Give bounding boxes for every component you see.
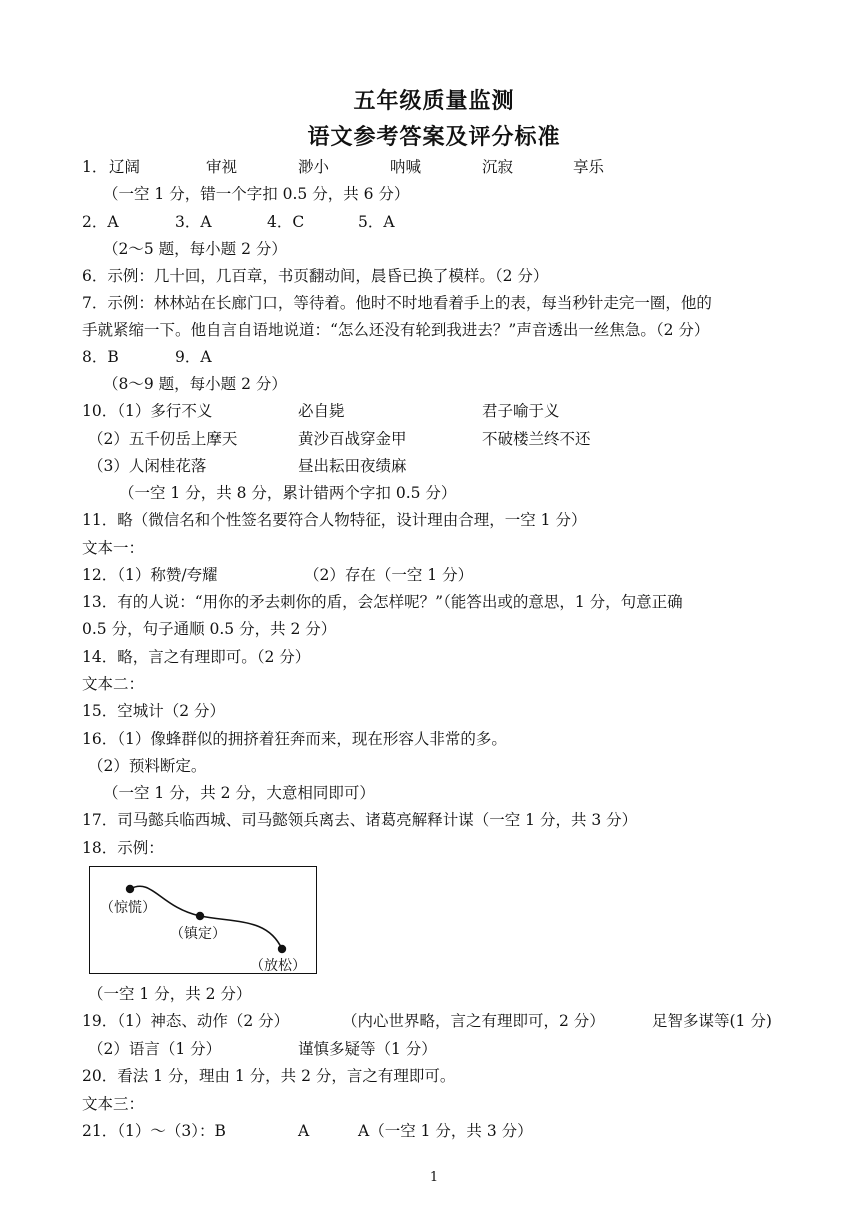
diagram-label-relaxed: （放松） bbox=[250, 958, 306, 974]
q12-part2: （2）存在（一空 1 分） bbox=[304, 566, 474, 584]
q21-part3: A（一空 1 分，共 3 分） bbox=[358, 1122, 533, 1140]
q10-row1-col1: 10．（1）多行不义 bbox=[82, 402, 213, 420]
q19-row2-col1: （2）语言（1 分） bbox=[88, 1040, 222, 1058]
q1-word: 辽阔 bbox=[109, 158, 141, 176]
q5-answer: 5．A bbox=[358, 213, 395, 231]
q19-row1-col3: 足智多谋等(1 分) bbox=[652, 1012, 772, 1030]
section-text2-heading: 文本二： bbox=[82, 675, 145, 693]
q16-answer-line1: 16．（1）像蜂群似的拥挤着狂奔而来，现在形容人非常的多。 bbox=[82, 730, 507, 748]
q3-answer: 3．A bbox=[175, 213, 212, 231]
diagram-label-panic: （惊慌） bbox=[100, 900, 156, 916]
q2-answer: 2．A bbox=[82, 213, 119, 231]
q8-answer: 8．B bbox=[82, 348, 119, 366]
q11-answer: 11．略（微信名和个性签名要符合人物特征，设计理由合理，一空 1 分） bbox=[82, 511, 587, 529]
diagram-label-calm: （镇定） bbox=[170, 926, 226, 942]
q1-word: 享乐 bbox=[573, 158, 605, 176]
section-text3-heading: 文本三： bbox=[82, 1095, 145, 1113]
q6-answer: 6．示例：几十回，几百章，书页翻动间，晨昏已换了模样。（2 分） bbox=[82, 267, 549, 285]
document-title: 五年级质量监测 bbox=[353, 89, 515, 114]
q20-answer: 20．看法 1 分，理由 1 分，共 2 分，言之有理即可。 bbox=[82, 1067, 456, 1085]
q10-row3-col2: 昼出耘田夜绩麻 bbox=[298, 457, 407, 475]
q1-word: 审视 bbox=[206, 158, 238, 176]
q1-scoring-note: （一空 1 分，错一个字扣 0.5 分，共 6 分） bbox=[103, 185, 410, 203]
q18-scoring-note: （一空 1 分，共 2 分） bbox=[88, 985, 252, 1003]
q10-row2-col1: （2）五千仞岳上摩天 bbox=[88, 430, 238, 448]
section-text1-heading: 文本一： bbox=[82, 539, 145, 557]
q12-part1: 12．（1）称赞/夸耀 bbox=[82, 566, 218, 584]
q14-answer: 14．略，言之有理即可。（2 分） bbox=[82, 648, 311, 666]
emotion-curve-diagram bbox=[89, 866, 317, 974]
q8-9-scoring-note: （8～9 题，每小题 2 分） bbox=[103, 375, 287, 393]
q10-row1-col2: 必自毙 bbox=[298, 402, 345, 420]
q16-scoring-note: （一空 1 分，共 2 分，大意相同即可） bbox=[103, 784, 375, 802]
q17-answer: 17．司马懿兵临西城、司马懿领兵离去、诸葛亮解释计谋（一空 1 分，共 3 分） bbox=[82, 811, 638, 829]
curve-point bbox=[126, 885, 134, 893]
q19-row1-col1: 19．（1）神态、动作（2 分） bbox=[82, 1012, 290, 1030]
q13-answer-line1: 13．有的人说：“用你的矛去刺你的盾，会怎样呢？”（能答出或的意思，1 分，句意正确 bbox=[82, 593, 683, 611]
q1-number: 1． bbox=[82, 158, 108, 176]
q19-row2-col2: 谨慎多疑等（1 分） bbox=[298, 1040, 437, 1058]
curve-point bbox=[278, 945, 286, 953]
q10-row2-col3: 不破楼兰终不还 bbox=[482, 430, 591, 448]
q10-scoring-note: （一空 1 分，共 8 分，累计错两个字扣 0.5 分） bbox=[119, 484, 457, 502]
q10-row3-col1: （3）人闲桂花落 bbox=[88, 457, 207, 475]
q18-answer: 18．示例： bbox=[82, 839, 164, 857]
q4-answer: 4．C bbox=[267, 213, 305, 231]
q21-part1: 21．（1）～（3）：B bbox=[82, 1122, 226, 1140]
q1-word: 呐喊 bbox=[390, 158, 422, 176]
q9-answer: 9．A bbox=[175, 348, 212, 366]
q10-row1-col3: 君子喻于义 bbox=[482, 402, 560, 420]
q19-row1-col2: （内心世界略，言之有理即可，2 分） bbox=[342, 1012, 605, 1030]
q13-answer-line2: 0.5 分，句子通顺 0.5 分，共 2 分） bbox=[82, 620, 337, 638]
q2-5-scoring-note: （2～5 题，每小题 2 分） bbox=[103, 240, 287, 258]
q15-answer: 15．空城计（2 分） bbox=[82, 702, 226, 720]
q16-answer-line2: （2）预料断定。 bbox=[88, 757, 207, 775]
q7-answer-line2: 手就紧缩一下。他自言自语地说道：“怎么还没有轮到我进去？”声音透出一丝焦急。（2 分） bbox=[82, 321, 710, 339]
q21-part2: A bbox=[298, 1122, 310, 1140]
q7-answer-line1: 7．示例：林林站在长廊门口，等待着。他时不时地看着手上的表，每当秒针走完一圈，他的 bbox=[82, 294, 712, 312]
q10-row2-col2: 黄沙百战穿金甲 bbox=[298, 430, 407, 448]
curve-point bbox=[196, 912, 204, 920]
q1-word: 渺小 bbox=[298, 158, 330, 176]
page-number: 1 bbox=[429, 1170, 439, 1185]
document-subtitle: 语文参考答案及评分标准 bbox=[307, 125, 561, 150]
q1-word: 沉寂 bbox=[482, 158, 514, 176]
